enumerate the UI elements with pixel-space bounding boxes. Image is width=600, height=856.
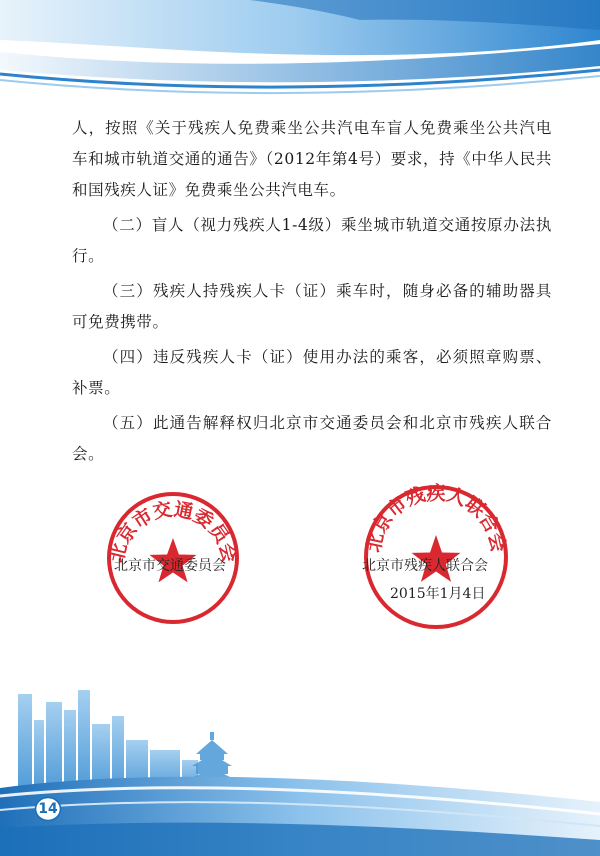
footer-decoration xyxy=(0,680,600,856)
page-number xyxy=(34,796,62,822)
paragraph-continuation: 人，按照《关于残疾人免费乘坐公共汽电车盲人免费乘坐公共汽电车和城市轨道交通的通告》（2012年第4号）要求，持《中华人民共和国残疾人证》免费乘坐公共汽电车。 xyxy=(72,119,552,199)
signature-date: 2015年1月4日 xyxy=(390,586,486,602)
header-decoration xyxy=(0,0,600,110)
paragraph-item-2: （二）盲人（视力残疾人1-4级）乘坐城市轨道交通按原办法执行。 xyxy=(72,216,552,265)
seal-left-text: 北京市交通委员会 xyxy=(105,498,241,565)
paragraph-item-4: （四）违反残疾人卡（证）使用办法的乘客，必须照章购票、补票。 xyxy=(72,348,552,397)
signature-left-org: 北京市交通委员会 xyxy=(114,558,226,574)
paragraph-item-5: （五）此通告解释权归北京市交通委员会和北京市残疾人联合会。 xyxy=(72,414,552,463)
notice-body xyxy=(72,113,552,474)
seal-right-text: 北京市残疾人联合会 xyxy=(362,482,510,555)
page-number-text: 14 xyxy=(38,801,58,817)
signature-right-org: 北京市残疾人联合会 xyxy=(362,558,488,574)
paragraph-item-3: （三）残疾人持残疾人卡（证）乘车时，随身必备的辅助器具可免费携带。 xyxy=(72,282,552,331)
